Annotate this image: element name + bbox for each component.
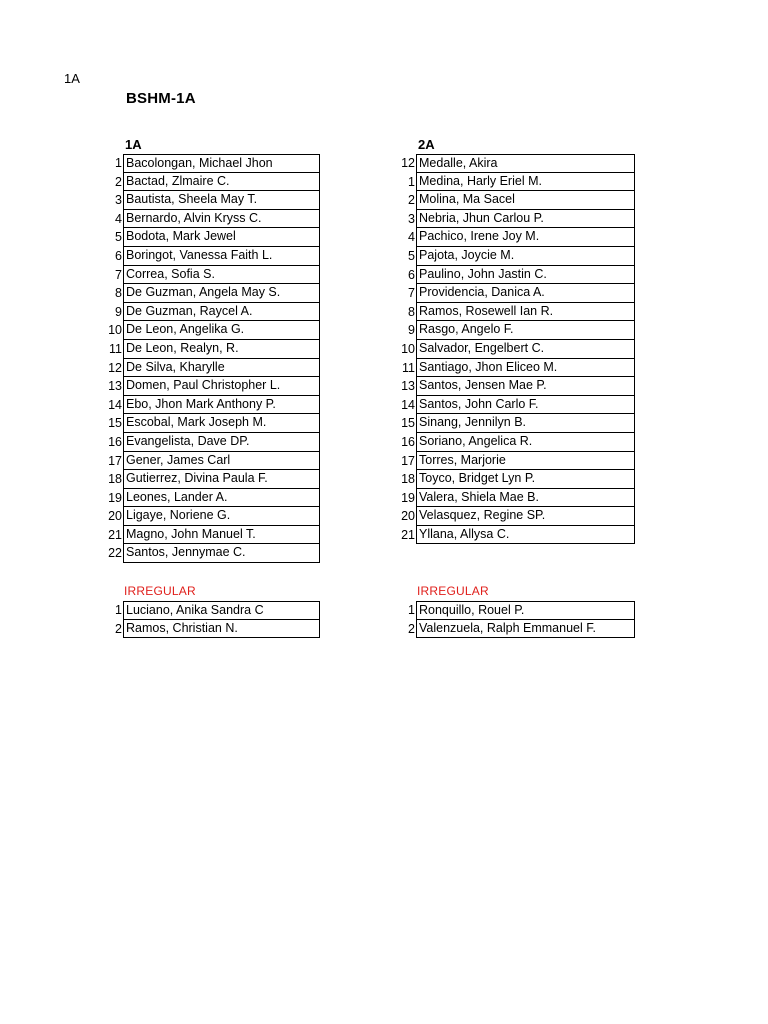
row-number: 8 [115,286,122,301]
row-number: 18 [401,472,415,487]
student-name-cell: Ebo, Jhon Mark Anthony P. [123,396,320,415]
student-row [401,340,635,359]
section-2a-student-table [401,154,635,544]
student-row [408,228,635,247]
student-row [401,433,635,452]
student-name-cell: Bernardo, Alvin Kryss C. [123,210,320,229]
student-row [108,414,320,433]
student-name-cell: De Leon, Realyn, R. [123,340,320,359]
row-number: 14 [401,397,415,412]
student-row [108,433,320,452]
row-number: 5 [115,230,122,245]
student-row [401,507,635,526]
student-row [408,284,635,303]
row-number: 1 [408,603,415,617]
student-name-cell: Paulino, John Jastin C. [416,266,635,285]
section-2a-heading: 2A [418,137,435,152]
row-number: 8 [408,304,415,319]
section-1a-student-table [108,154,320,563]
row-number: 2 [115,621,122,636]
section-2a-irregular-table [408,601,635,638]
student-name-cell: De Leon, Angelika G. [123,321,320,340]
student-name-cell: Leones, Lander A. [123,489,320,508]
student-name-cell: Bautista, Sheela May T. [123,191,320,210]
student-name-cell: Toyco, Bridget Lyn P. [416,470,635,489]
row-number: 11 [402,360,415,375]
student-row [402,359,635,378]
student-row [109,340,320,359]
row-number: 9 [115,304,122,319]
row-number: 10 [401,341,415,356]
student-name-cell: Escobal, Mark Joseph M. [123,414,320,433]
row-number: 4 [408,230,415,245]
student-name-cell: De Guzman, Raycel A. [123,303,320,322]
student-name-cell: Valenzuela, Ralph Emmanuel F. [416,620,635,639]
row-number: 2 [115,174,122,189]
student-name-cell: Gutierrez, Divina Paula F. [123,470,320,489]
row-number: 10 [108,323,122,338]
student-name-cell: Ramos, Rosewell Ian R. [416,303,635,322]
row-number: 4 [115,211,122,226]
row-number: 21 [401,527,415,542]
student-name-cell: Providencia, Danica A. [416,284,635,303]
student-name-cell: Pajota, Joycie M. [416,247,635,266]
student-name-cell: Santos, John Carlo F. [416,396,635,415]
row-number: 12 [108,360,122,375]
student-row [108,359,320,378]
row-number: 22 [108,546,122,561]
row-number: 13 [108,379,122,394]
student-row [115,284,320,303]
student-row [115,266,320,285]
section-1a-irregular-table [115,601,320,638]
student-row [408,266,635,285]
row-number: 1 [408,174,415,189]
student-name-cell: Valera, Shiela Mae B. [416,489,635,508]
row-number: 3 [408,211,415,226]
row-number: 1 [115,603,122,617]
student-name-cell: Correa, Sofia S. [123,266,320,285]
section-2a-irregular-heading: IRREGULAR [417,584,489,598]
row-number: 2 [408,193,415,208]
student-row [115,154,320,173]
student-row [115,620,320,639]
row-number: 1 [115,156,122,170]
student-name-cell: Evangelista, Dave DP. [123,433,320,452]
student-name-cell: Santiago, Jhon Eliceo M. [416,359,635,378]
student-name-cell: Velasquez, Regine SP. [416,507,635,526]
section-1a-heading: 1A [125,137,142,152]
student-name-cell: Bacolongan, Michael Jhon [123,154,320,173]
student-name-cell: Domen, Paul Christopher L. [123,377,320,396]
student-row [401,470,635,489]
student-row [115,228,320,247]
student-row [115,303,320,322]
row-number: 17 [108,453,122,468]
student-row [401,414,635,433]
student-row [108,321,320,340]
student-name-cell: Boringot, Vanessa Faith L. [123,247,320,266]
student-name-cell: De Silva, Kharylle [123,359,320,378]
student-name-cell: Magno, John Manuel T. [123,526,320,545]
student-row [408,601,635,620]
row-number: 19 [401,490,415,505]
row-number: 3 [115,193,122,208]
student-row [408,210,635,229]
student-name-cell: Ronquillo, Rouel P. [416,601,635,620]
student-row [108,489,320,508]
student-name-cell: Bodota, Mark Jewel [123,228,320,247]
student-name-cell: Santos, Jensen Mae P. [416,377,635,396]
student-name-cell: Ligaye, Noriene G. [123,507,320,526]
student-row [401,377,635,396]
student-row [115,601,320,620]
student-name-cell: Pachico, Irene Joy M. [416,228,635,247]
student-name-cell: Torres, Marjorie [416,452,635,471]
student-name-cell: Rasgo, Angelo F. [416,321,635,340]
row-number: 16 [401,434,415,449]
student-name-cell: Medina, Harly Eriel M. [416,173,635,192]
student-row [401,526,635,545]
student-row [108,470,320,489]
student-name-cell: Gener, James Carl [123,452,320,471]
row-number: 15 [108,416,122,431]
row-number: 17 [401,453,415,468]
student-row [408,191,635,210]
student-row [408,321,635,340]
student-row [108,526,320,545]
student-row [401,396,635,415]
row-number: 11 [109,341,122,356]
row-number: 7 [115,267,122,282]
student-row [115,210,320,229]
student-name-cell: Molina, Ma Sacel [416,191,635,210]
student-row [408,620,635,639]
page-title: BSHM-1A [126,90,196,107]
row-number: 6 [115,248,122,263]
row-number: 5 [408,248,415,263]
row-number: 12 [401,156,415,170]
corner-label: 1A [64,71,80,86]
student-row [408,173,635,192]
student-name-cell: Salvador, Engelbert C. [416,340,635,359]
row-number: 9 [408,323,415,338]
student-name-cell: De Guzman, Angela May S. [123,284,320,303]
row-number: 6 [408,267,415,282]
row-number: 13 [401,379,415,394]
student-row [408,303,635,322]
student-name-cell: Nebria, Jhun Carlou P. [416,210,635,229]
student-name-cell: Luciano, Anika Sandra C [123,601,320,620]
student-name-cell: Sinang, Jennilyn B. [416,414,635,433]
row-number: 18 [108,472,122,487]
row-number: 14 [108,397,122,412]
row-number: 20 [108,509,122,524]
student-name-cell: Yllana, Allysa C. [416,526,635,545]
section-1a-irregular-heading: IRREGULAR [124,584,196,598]
student-row [108,396,320,415]
student-row [401,154,635,173]
row-number: 16 [108,434,122,449]
row-number: 15 [401,416,415,431]
student-row [401,489,635,508]
student-row [408,247,635,266]
student-row [108,507,320,526]
student-name-cell: Soriano, Angelica R. [416,433,635,452]
student-name-cell: Medalle, Akira [416,154,635,173]
student-name-cell: Santos, Jennymae C. [123,544,320,563]
student-name-cell: Ramos, Christian N. [123,620,320,639]
student-row [401,452,635,471]
row-number: 2 [408,621,415,636]
row-number: 21 [108,527,122,542]
student-row [108,544,320,563]
student-row [115,191,320,210]
student-row [115,173,320,192]
student-row [108,452,320,471]
row-number: 7 [408,286,415,301]
student-row [108,377,320,396]
row-number: 19 [108,490,122,505]
row-number: 20 [401,509,415,524]
student-row [115,247,320,266]
student-name-cell: Bactad, Zlmaire C. [123,173,320,192]
